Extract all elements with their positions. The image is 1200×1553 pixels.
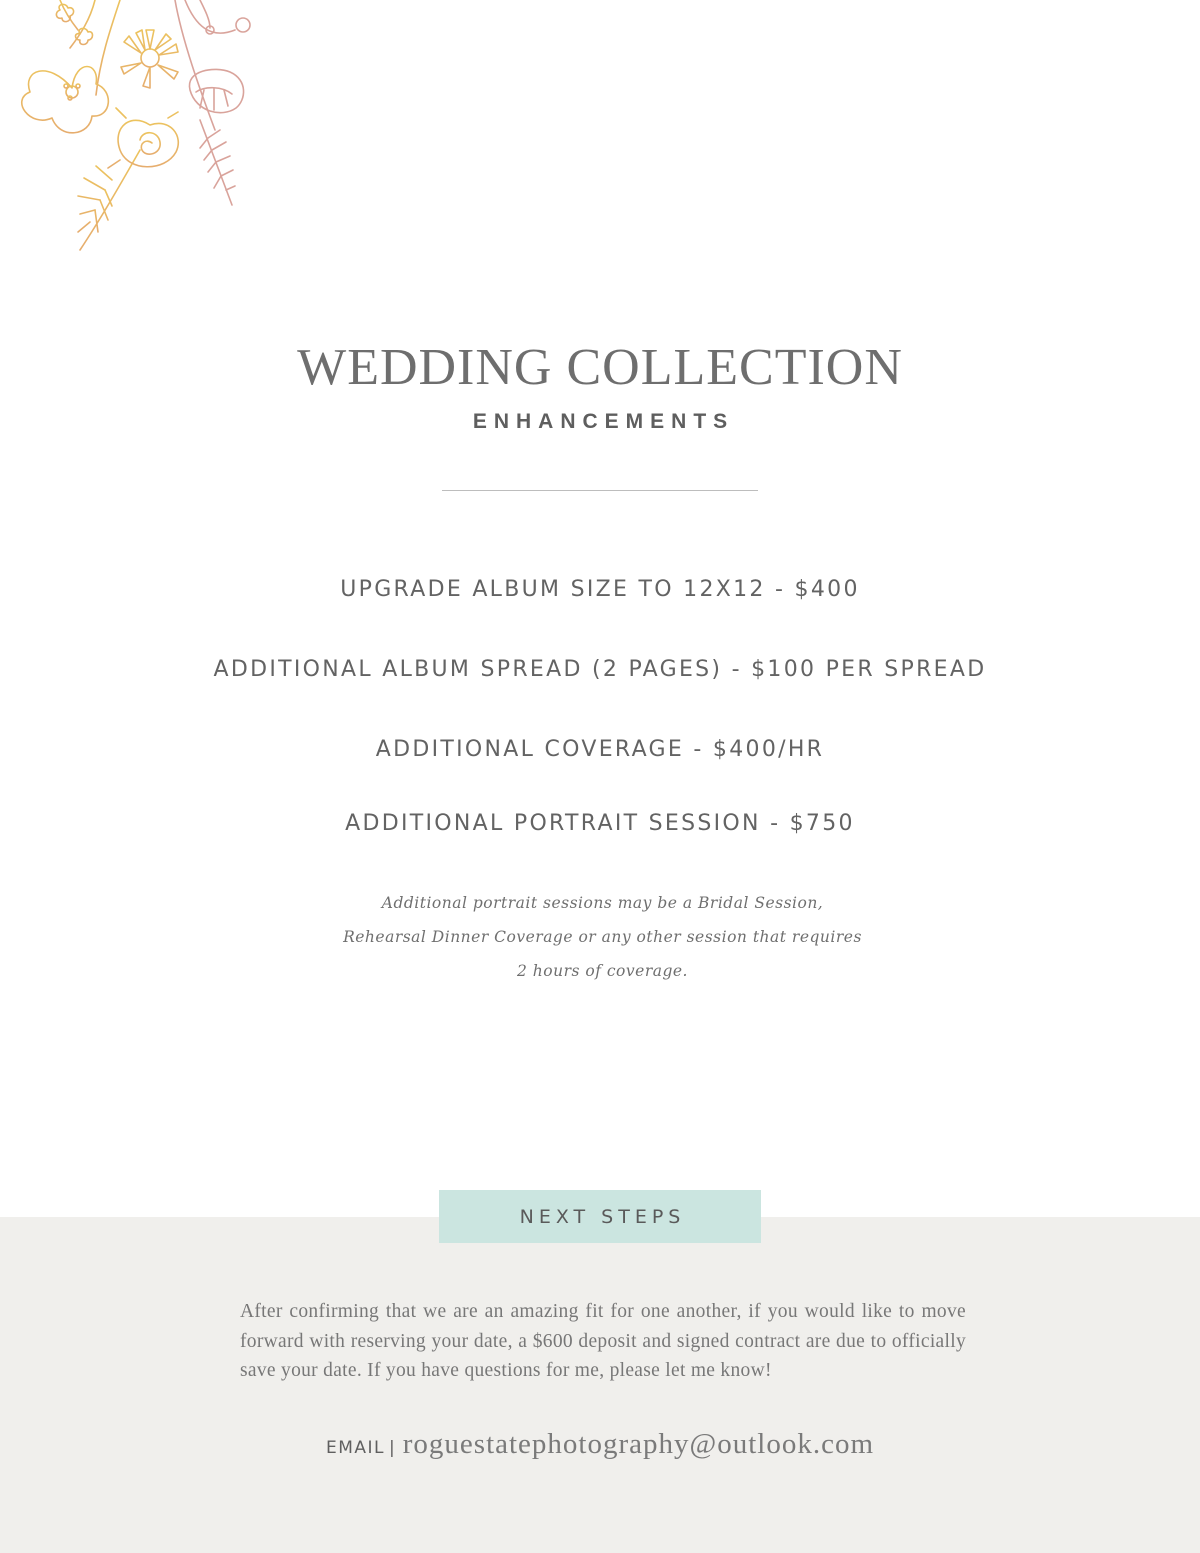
divider — [442, 490, 758, 491]
email-label: EMAIL — [325, 1438, 386, 1458]
page-title: WEDDING COLLECTION — [297, 339, 903, 396]
enhancement-item-portrait-session: ADDITIONAL PORTRAIT SESSION - $750 — [345, 811, 855, 836]
next-steps-paragraph: After confirming that we are an amazing fit for one another, if you would like to move forward with reserving your date, a $600 deposit and signed contract are due to officially save your date. If you have questions for me, please let me know! — [240, 1301, 966, 1381]
enhancement-item-album-spread: ADDITIONAL ALBUM SPREAD (2 PAGES) - $100 PER SPREAD — [213, 657, 987, 682]
contact-line — [0, 1428, 1200, 1461]
email-address-link[interactable]: roguestatephotography@outlook.com — [402, 1428, 875, 1460]
floral-bouquet-illustration — [0, 0, 270, 260]
enhancement-item-coverage: ADDITIONAL COVERAGE - $400/HR — [375, 737, 825, 762]
next-steps-label: NEXT STEPS — [439, 1190, 761, 1243]
page-subtitle: ENHANCEMENTS — [472, 410, 735, 433]
enhancement-item-album-size: UPGRADE ALBUM SIZE TO 12X12 - $400 — [340, 577, 860, 602]
email-separator: | — [389, 1438, 395, 1458]
portrait-session-note: Additional portrait sessions may be a Bridal Session, Rehearsal Dinner Coverage or any other session that requires 2 hours of coverage. — [343, 894, 862, 980]
